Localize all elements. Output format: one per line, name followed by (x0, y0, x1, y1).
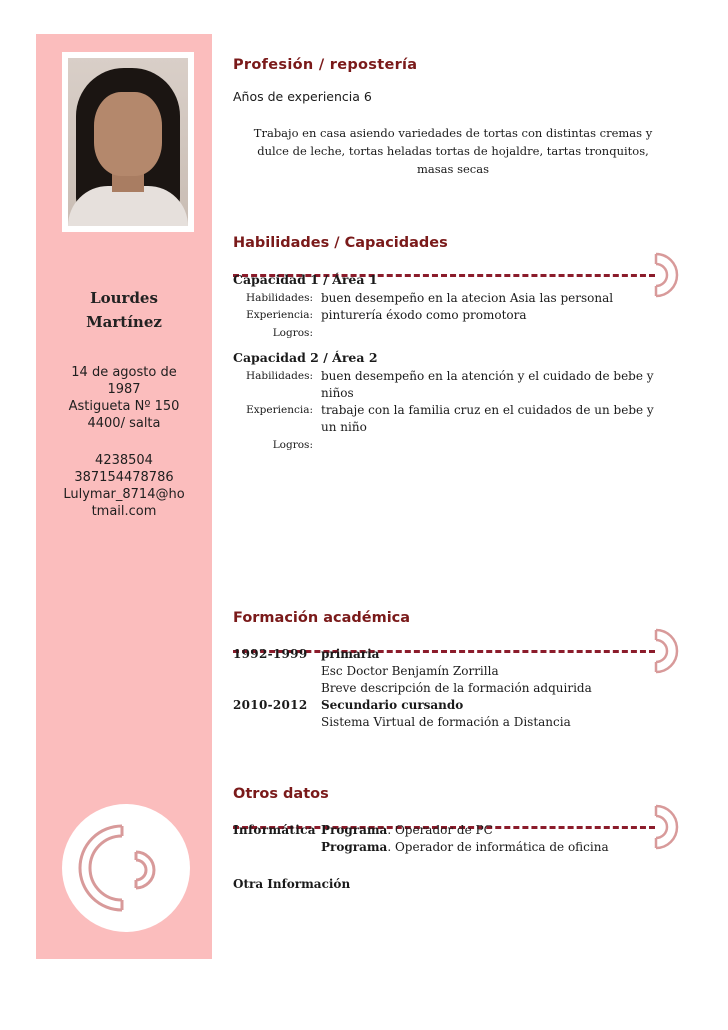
education-years: 1992-1999 (233, 647, 308, 661)
birth-date-line2: 1987 (107, 382, 141, 397)
field-label: Logros: (272, 439, 313, 451)
program-label: Programa (321, 840, 388, 854)
other-information: Otra Información (233, 877, 351, 891)
field-value: buen desempeño en la atecion Asia las personal (321, 291, 614, 305)
address-line2: 4400/ salta (87, 416, 161, 431)
program-text: . Operador de PC (387, 823, 493, 837)
field-value (321, 402, 673, 436)
sidebar (36, 34, 212, 959)
profession-description (233, 124, 673, 178)
phone-email (36, 452, 212, 520)
field-value: pinturería éxodo como promotora (321, 308, 527, 322)
birth-date-line1: 14 de agosto de (71, 365, 177, 380)
field-label: Habilidades: (245, 292, 313, 304)
capacity-1-title: Capacidad 1 / Área 1 (233, 272, 378, 287)
phone-1: 4238504 (95, 453, 153, 468)
education-years: 2010-2012 (233, 698, 308, 712)
field-label: Habilidades: (245, 370, 313, 382)
portrait-image (68, 58, 188, 226)
description-line: Trabajo en casa asiendo variedades de tortas con distintas cremas y (253, 126, 653, 140)
informatica-label: Informática (233, 823, 316, 837)
capacity-2-title: Capacidad 2 / Área 2 (233, 350, 378, 365)
person-name (36, 286, 212, 334)
experience-years: Años de experiencia 6 (233, 89, 372, 104)
value-line: trabaje con la familia cruz en el cuidados de un bebe y (321, 403, 654, 417)
skills-heading: Habilidades / Capacidades (233, 235, 448, 251)
email-line1: Lulymar_8714@ho (63, 487, 185, 502)
c-logo-icon (60, 802, 192, 934)
profession-title: Profesión / repostería (233, 57, 418, 73)
field-value (321, 368, 673, 402)
program-item (321, 839, 673, 856)
address-line1: Astigueta Nº 150 (68, 399, 180, 414)
education-details (321, 646, 673, 697)
field-label: Experiencia: (246, 404, 313, 416)
value-line: niños (321, 386, 354, 400)
description-line: dulce de leche, tortas heladas tortas de hojaldre, tartas tronquitos, (257, 144, 649, 158)
profile-photo (62, 52, 194, 232)
education-heading: Formación académica (233, 610, 411, 626)
field-label: Logros: (272, 327, 313, 339)
email-line2: tmail.com (91, 504, 157, 519)
education-details (321, 697, 673, 731)
education-level: primaria (321, 647, 380, 661)
first-name: Lourdes (90, 289, 158, 307)
last-name: Martínez (86, 313, 162, 331)
program-text: . Operador de informática de oficina (387, 840, 609, 854)
education-school: Esc Doctor Benjamín Zorrilla (321, 664, 499, 678)
program-label: Programa (321, 823, 388, 837)
field-label: Experiencia: (246, 309, 313, 321)
phone-2: 387154478786 (74, 470, 174, 485)
value-line: buen desempeño en la atención y el cuidado de bebe y (321, 369, 654, 383)
other-heading: Otros datos (233, 786, 329, 802)
program-item (321, 822, 673, 839)
value-line: un niño (321, 420, 367, 434)
education-note: Breve descripción de la formación adquirida (321, 681, 592, 695)
education-school: Sistema Virtual de formación a Distancia (321, 715, 571, 729)
education-level: Secundario cursando (321, 698, 464, 712)
description-line: masas secas (417, 162, 489, 176)
contact-info (36, 364, 212, 432)
program-list (321, 822, 673, 856)
